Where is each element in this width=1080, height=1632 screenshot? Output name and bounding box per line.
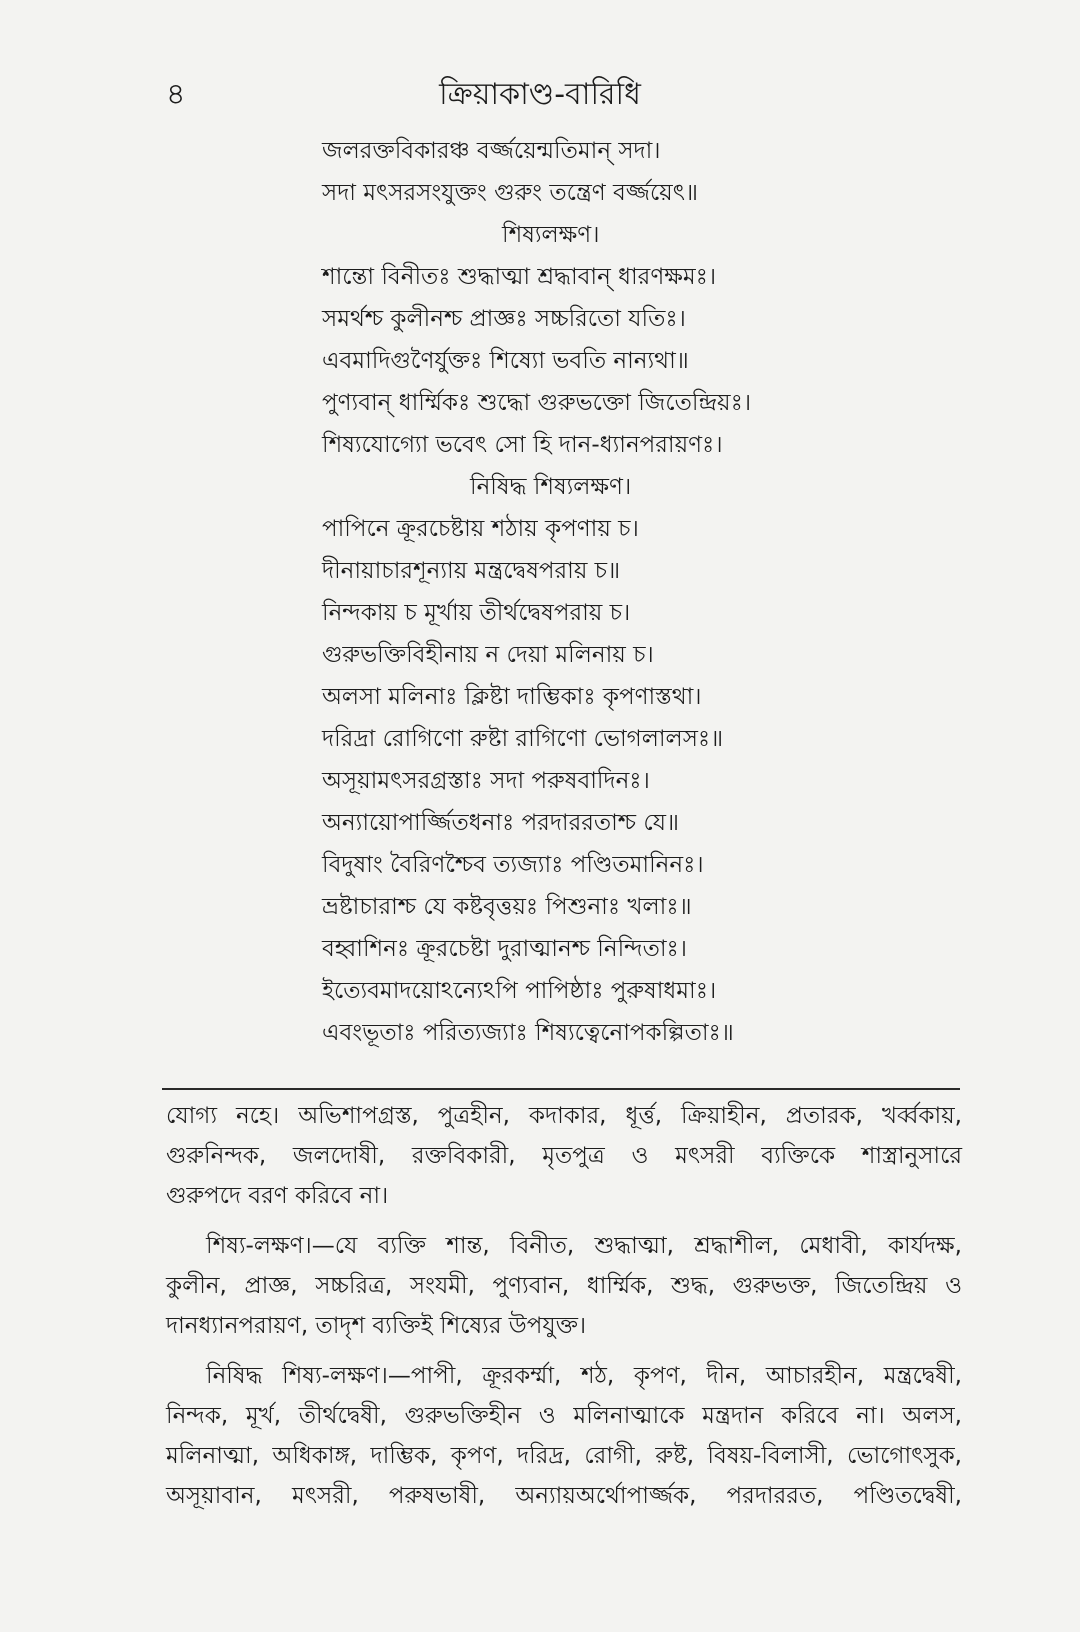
verse-line: সদা মৎসরসংযুক্তং গুরুং তন্ত্রেণ বর্জ্জয়েৎ॥: [322, 180, 699, 206]
section-heading: নিষিদ্ধ শিষ্যলক্ষণ।: [470, 474, 632, 500]
section-divider: [162, 1088, 960, 1090]
commentary-line: মলিনাত্মা, অধিকাঙ্গ, দাম্ভিক, কৃপণ, দরিদ্র, রোগী, রুষ্ট, বিষয়-বিলাসী, ভোগোৎসুক,: [166, 1443, 962, 1469]
commentary-paragraph-3: [166, 1356, 962, 1516]
verse-line: ভ্রষ্টাচারাশ্চ যে কষ্টবৃত্তয়ঃ পিশুনাঃ খলাঃ॥: [322, 894, 692, 920]
verse-line: অসূয়ামৎসরগ্রস্তাঃ সদা পরুষবাদিনঃ।: [322, 768, 650, 794]
verse-line: শান্তো বিনীতঃ শুদ্ধাত্মা শ্রদ্ধাবান্ ধারণক্ষমঃ।: [322, 264, 717, 290]
commentary-line: গুরুনিন্দক, জলদোষী, রক্তবিকারী, মৃতপুত্র ও মৎসরী ব্যক্তিকে শাস্ত্রানুসারে: [166, 1143, 962, 1169]
commentary-paragraph-2: [166, 1226, 962, 1346]
verse-line: অন্যায়োপার্জ্জিতধনাঃ পরদাররতাশ্চ যে॥: [322, 810, 679, 836]
verse-line: এবংভূতাঃ পরিত্যজ্যাঃ শিষ্যত্বেনোপকল্পিতাঃ॥: [322, 1020, 734, 1046]
verse-line: দীনায়াচারশূন্যায় মন্ত্রদ্বেষপরায় চ॥: [322, 558, 621, 584]
commentary-line: গুরুপদে বরণ করিবে না।: [166, 1183, 389, 1209]
verse-line: গুরুভক্তিবিহীনায় ন দেয়া মলিনায় চ।: [322, 642, 654, 668]
verse-line: পাপিনে ক্রূরচেষ্টায় শঠায় কৃপণায় চ।: [322, 516, 639, 542]
verse-line: বহ্বাশিনঃ ক্রূরচেষ্টা দুরাত্মানশ্চ নিন্দিতাঃ।: [322, 936, 688, 962]
commentary-line: কুলীন, প্রাজ্ঞ, সচ্চরিত্র, সংযমী, পুণ্যবান, ধার্ম্মিক, শুদ্ধ, গুরুভক্ত, জিতেন্দ্রিয় ও: [166, 1273, 962, 1299]
sanskrit-verses: [322, 130, 962, 1054]
verse-line: শিষ্যযোগ্যো ভবেৎ সো হি দান-ধ্যানপরায়ণঃ।: [322, 432, 723, 458]
verse-line: পুণ্যবান্ ধার্ম্মিকঃ শুদ্ধো গুরুভক্তো জিতেন্দ্রিয়ঃ।: [322, 390, 752, 416]
verse-line: দরিদ্রা রোগিণো রুষ্টা রাগিণো ভোগলালসঃ॥: [322, 726, 724, 752]
page-header: [0, 70, 1080, 114]
commentary-line: দানধ্যানপরায়ণ, তাদৃশ ব্যক্তিই শিষ্যের উপযুক্ত।: [166, 1313, 587, 1339]
verse-line: সমর্থশ্চ কুলীনশ্চ প্রাজ্ঞঃ সচ্চরিতো যতিঃ।: [322, 306, 686, 332]
verse-line: জলরক্তবিকারঞ্চ বর্জ্জয়েন্মতিমান্ সদা।: [322, 138, 661, 164]
commentary-line: নিষিদ্ধ শিষ্য-লক্ষণ।—পাপী, ক্রূরকর্ম্মা, শঠ, কৃপণ, দীন, আচারহীন, মন্ত্রদ্বেষী,: [206, 1363, 962, 1389]
verse-line: নিন্দকায় চ মূর্খায় তীর্থদ্বেষপরায় চ।: [322, 600, 631, 626]
verse-line: বিদুষাং বৈরিণশ্চৈব ত্যজ্যাঃ পণ্ডিতমানিনঃ।: [322, 852, 704, 878]
commentary-line: অসূয়াবান, মৎসরী, পরুষভাষী, অন্যায়অর্থোপার্জ্জক, পরদাররত, পণ্ডিতদ্বেষী,: [166, 1483, 962, 1509]
verse-line: অলসা মলিনাঃ ক্লিষ্টা দাম্ভিকাঃ কৃপণাস্তথা।: [322, 684, 702, 710]
commentary-paragraph-1: [166, 1096, 962, 1216]
commentary-line: যোগ্য নহে। অভিশাপগ্রস্ত, পুত্রহীন, কদাকার, ধূর্ত্ত, ক্রিয়াহীন, প্রতারক, খর্ব্বকায়,: [166, 1103, 962, 1129]
commentary-line: নিন্দক, মূর্খ, তীর্থদ্বেষী, গুরুভক্তিহীন ও মলিনাত্মাকে মন্ত্রদান করিবে না। অলস,: [166, 1403, 962, 1429]
verse-line: ইত্যেবমাদয়োঽন্যেঽপি পাপিষ্ঠাঃ পুরুষাধমাঃ।: [322, 978, 717, 1004]
running-title: ক্রিয়াকাণ্ড-বারিধি: [439, 77, 641, 112]
page-number: ৪: [166, 77, 186, 112]
bengali-commentary: [166, 1096, 962, 1516]
section-heading: শিষ্যলক্ষণ।: [502, 222, 600, 248]
commentary-line: শিষ্য-লক্ষণ।—যে ব্যক্তি শান্ত, বিনীত, শুদ্ধাত্মা, শ্রদ্ধাশীল, মেধাবী, কার্যদক্ষ,: [206, 1233, 962, 1259]
verse-line: এবমাদিগুণৈর্যুক্তঃ শিষ্যো ভবতি নান্যথা॥: [322, 348, 689, 374]
